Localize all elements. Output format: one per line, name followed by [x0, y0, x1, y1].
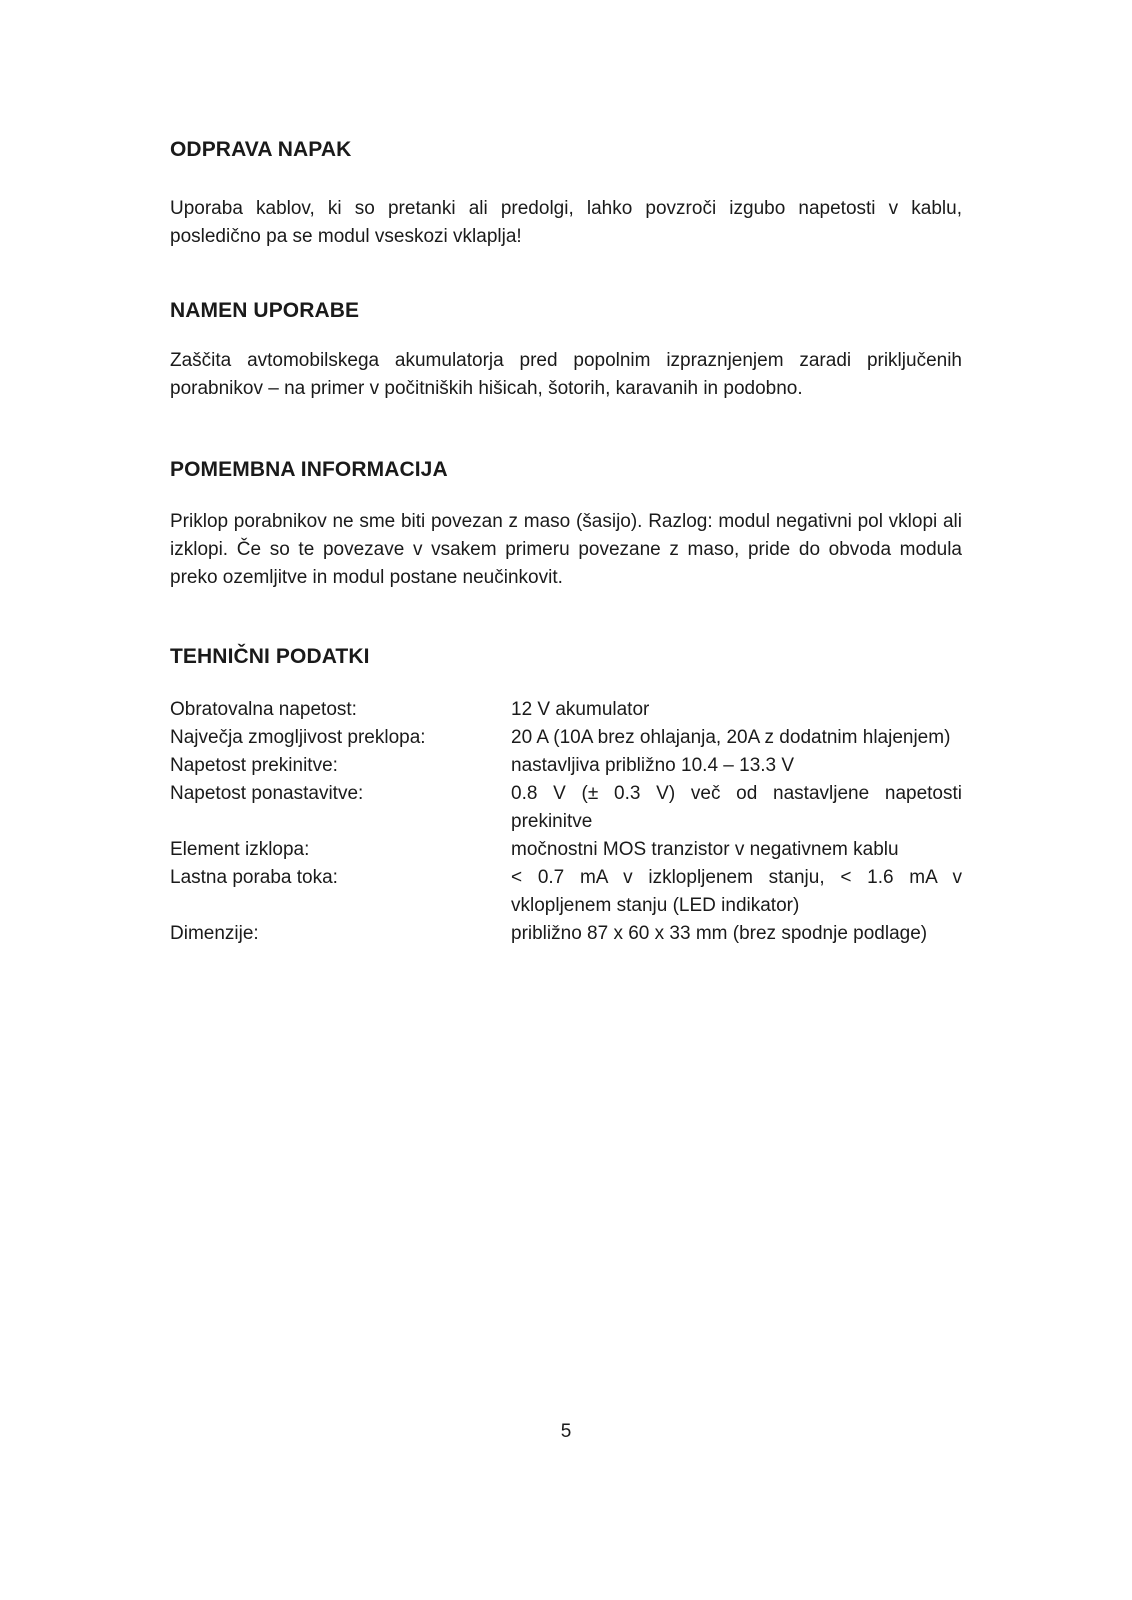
spec-label: Dimenzije: — [170, 923, 259, 944]
spec-row — [170, 864, 962, 920]
spec-value: 0.8 V (± 0.3 V) več od nastavljene napetosti prekinitve — [511, 783, 962, 832]
spec-value: 20 A (10A brez ohlajanja, 20A z dodatnim hlajenjem) — [511, 727, 951, 748]
page-number: 5 — [560, 1421, 572, 1442]
spec-row — [170, 780, 962, 836]
spec-value: močnostni MOS tranzistor v negativnem kablu — [511, 839, 899, 860]
spec-label: Lastna poraba toka: — [170, 867, 338, 888]
spec-label: Največja zmogljivost preklopa: — [170, 727, 426, 748]
section-body: Priklop porabnikov ne sme biti povezan z maso (šasijo). Razlog: modul negativni pol vklopi ali izklopi. Če so te povezave v vsakem primeru povezane z maso, pride do obvoda modula preko ozemljitve in modul postane neučinkovit. — [170, 511, 962, 588]
spec-value: približno 87 x 60 x 33 mm (brez spodnje podlage) — [511, 923, 928, 944]
spec-row — [170, 752, 962, 780]
section-heading: TEHNIČNI PODATKI — [170, 645, 370, 668]
spec-row — [170, 696, 962, 724]
spec-label: Obratovalna napetost: — [170, 699, 357, 720]
spec-value: 12 V akumulator — [511, 699, 650, 720]
spec-table — [170, 696, 962, 948]
section-body: Zaščita avtomobilskega akumulatorja pred popolnim izpraznjenjem zaradi priključenih porabnikov – na primer v počitniških hišicah, šotorih, karavanih in podobno. — [170, 350, 962, 399]
spec-value: nastavljiva približno 10.4 – 13.3 V — [511, 755, 795, 776]
section-heading: NAMEN UPORABE — [170, 299, 360, 322]
spec-row — [170, 724, 962, 752]
spec-row — [170, 836, 962, 864]
spec-label: Napetost ponastavitve: — [170, 783, 364, 804]
spec-value: < 0.7 mA v izklopljenem stanju, < 1.6 mA v vklopljenem stanju (LED indikator) — [511, 867, 962, 916]
section-body: Uporaba kablov, ki so pretanki ali predolgi, lahko povzroči izgubo napetosti v kablu, posledično pa se modul vseskozi vklaplja! — [170, 198, 962, 247]
spec-row — [170, 920, 962, 948]
spec-label: Napetost prekinitve: — [170, 755, 338, 776]
section-heading: POMEMBNA INFORMACIJA — [170, 458, 448, 481]
section-heading: ODPRAVA NAPAK — [170, 138, 352, 161]
spec-label: Element izklopa: — [170, 839, 310, 860]
